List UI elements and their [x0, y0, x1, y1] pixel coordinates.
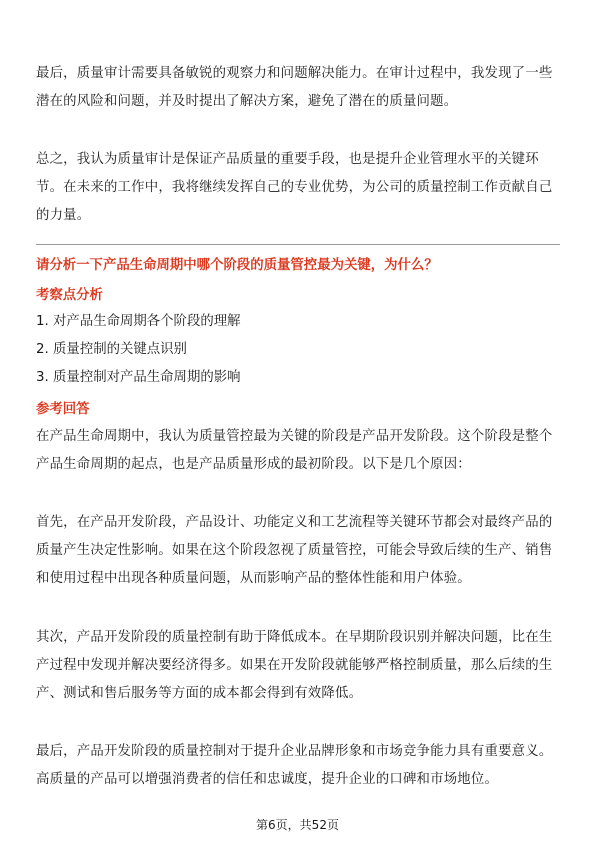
answer-paragraph: 首先，在产品开发阶段，产品设计、功能定义和工艺流程等关键环节都会对最终产品的质量产生决定性影响。如果在这个阶段忽视了质量管控，可能会导致后续的生产、销售和使用过程中出现各种质量问题，从而影响产品的整体性能和用户体验。 — [36, 515, 553, 586]
section-divider — [36, 244, 560, 245]
paragraph-audit-conclusion: 最后，质量审计需要具备敏锐的观察力和问题解决能力。在审计过程中，我发现了一些潜在的风险和问题，并及时提出了解决方案，避免了潜在的质量问题。 — [36, 66, 553, 109]
answer-paragraph: 最后，产品开发阶段的质量控制对于提升企业品牌形象和市场竞争能力具有重要意义。高质量的产品可以增强消费者的信任和忠诚度，提升企业的口碑和市场地位。 — [36, 744, 553, 787]
answer-heading: 参考回答 — [36, 402, 90, 417]
page-number-footer: 第6页，共52页 — [256, 818, 339, 832]
answer-paragraph: 其次，产品开发阶段的质量控制有助于降低成本。在早期阶段识别并解决问题，比在生产过程中发现并解决要经济得多。如果在开发阶段就能够严格控制质量，那么后续的生产、测试和售后服务等方面的成本都会得到有效降低。 — [36, 630, 553, 701]
analysis-point: 3. 质量控制对产品生命周期的影响 — [36, 370, 241, 385]
analysis-heading: 考察点分析 — [36, 288, 103, 303]
document-page — [36, 0, 560, 842]
analysis-point: 1. 对产品生命周期各个阶段的理解 — [36, 314, 241, 329]
answer-paragraph: 在产品生命周期中，我认为质量管控最为关键的阶段是产品开发阶段。这个阶段是整个产品生命周期的起点，也是产品质量形成的最初阶段。以下是几个原因： — [36, 429, 553, 472]
analysis-point: 2. 质量控制的关键点识别 — [36, 342, 187, 357]
question-title: 请分析一下产品生命周期中哪个阶段的质量管控最为关键，为什么？ — [36, 258, 438, 273]
paragraph-summary: 总之，我认为质量审计是保证产品质量的重要手段，也是提升企业管理水平的关键环节。在未来的工作中，我将继续发挥自己的专业优势，为公司的质量控制工作贡献自己的力量。 — [36, 152, 553, 223]
